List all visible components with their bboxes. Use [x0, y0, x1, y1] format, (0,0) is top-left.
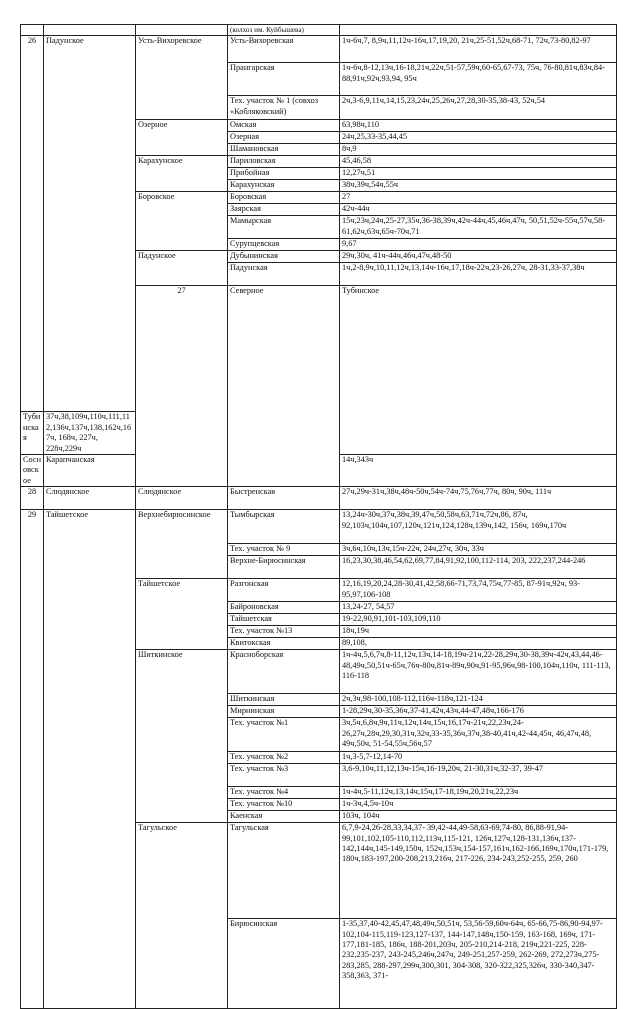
row-number: 29 — [21, 510, 44, 1009]
forestry-name: Бирюсинская — [228, 919, 340, 1009]
quarter-list: 27ч,29ч-31ч,38ч,48ч-50ч,54ч-74ч,75,76ч,77ч, 80ч, 90ч, 111ч — [340, 487, 617, 510]
forestry-name: Мирнинская — [228, 706, 340, 718]
forestry-table — [20, 24, 617, 1009]
forestry-name: Сурупцевская — [228, 239, 340, 251]
forestry-name: Усть-Вихоревская — [228, 36, 340, 63]
quarter-list: 13,24-27, 54,57 — [340, 602, 617, 614]
quarter-list: 1ч-6ч,8-12,13ч,16-18,21ч,22ч,51-57,59ч,60-65,67-73, 75ч, 76-80,81ч,83ч,84-88,91ч,92ч,93,94, 95ч — [340, 63, 617, 96]
settlement-name: Боровское — [136, 192, 228, 251]
forestry-name: Байроновская — [228, 602, 340, 614]
settlement-name: Падунское — [136, 251, 228, 286]
settlement-name: Усть-Вихоревское — [136, 36, 228, 120]
district-name: Слюдянское — [44, 487, 136, 510]
quarter-list: 14ч,343ч — [340, 454, 617, 486]
forestry-name: Тех. участок №1 — [228, 718, 340, 752]
forestry-name: Карапчанская — [44, 454, 136, 486]
forestry-name: Красноборская — [228, 650, 340, 694]
quarter-list: 2ч,3ч,98-100,108-112,116ч-118ч,121-124 — [340, 694, 617, 706]
quarter-list: 1ч-6ч,7, 8,9ч,11,12ч-16ч,17,19,20, 21ч,25-51,52ч,68-71, 72ч,73-80,82-97 — [340, 36, 617, 63]
forestry-name: Верхне-Бирюсинская — [228, 556, 340, 579]
quarter-list: 42ч-44ч — [340, 204, 617, 216]
forestry-name: Тех. участок №13 — [228, 626, 340, 638]
forestry-name: Тех. участок № 1 (совхоз «Кобляковский) — [228, 96, 340, 120]
forestry-name: Мамырская — [228, 216, 340, 239]
forestry-name: Тымбырская — [228, 510, 340, 544]
settlement-name: Тубинское — [340, 286, 617, 455]
settlement-name: Тайшетское — [136, 579, 228, 650]
quarter-list: 3,6-9,10ч,11,12,13ч-15ч,16-19,20ч, 21-30,31ч,32-37, 39-47 — [340, 764, 617, 787]
quarter-list: 19-22,90,91,101-103,109,110 — [340, 614, 617, 626]
quarter-list: 103ч, 104ч — [340, 811, 617, 823]
cell-empty — [44, 25, 136, 36]
settlement-name: Озерное — [136, 120, 228, 156]
forestry-name: Тех. участок №10 — [228, 799, 340, 811]
forestry-name: Тех. участок №2 — [228, 752, 340, 764]
forestry-name: Тех. участок №4 — [228, 787, 340, 799]
row-number: 28 — [21, 487, 44, 510]
forestry-name: Боровская — [228, 192, 340, 204]
quarter-list: 24ч,25,33-35,44,45 — [340, 132, 617, 144]
forestry-name: Тех. участок №3 — [228, 764, 340, 787]
forestry-name: Дубынинская — [228, 251, 340, 263]
quarter-list: 63,98ч,110 — [340, 120, 617, 132]
cell-empty — [136, 25, 228, 36]
district-name: Падунское — [44, 36, 136, 412]
quarter-list: 37ч,38,109ч,110ч,111,112,136ч,137ч,138,162ч,167ч, 168ч, 227ч, 228ч,229ч — [44, 412, 136, 455]
quarter-list: 1-35,37,40-42,45,47,48,49ч,50,51ч, 53,56-59,60ч-64ч, 65-66,75-86,90-94,97-102,104-115,119-123,127-137, 144-147,148ч,150-159, 163-168, 169ч, 171-177,181-185, 186ч, 188-201,203ч, 205-210,214-218, 219ч,221-225, 228-232,235-237, 243-245,246ч,247ч, 249-251,257-259, 262-269, 272,273ч,275-283,285, 288-297,299ч,300,301, 304-308, 320-322,325,326ч, 330-340,347-358,363, 371- — [340, 919, 617, 1009]
settlement-name: Верхнебирюсинское — [136, 510, 228, 579]
quarter-list: 1-28,29ч,30-35,36ч,37-41,42ч,43ч,44-47,48ч,166-176 — [340, 706, 617, 718]
forestry-name: Тайшетская — [228, 614, 340, 626]
settlement-name: Слюдянское — [136, 487, 228, 510]
district-name: Тайшетское — [44, 510, 136, 1009]
forestry-name: Заярская — [228, 204, 340, 216]
quarter-list: 3ч,6ч,10ч,13ч,15ч-22ч, 24ч,27ч, 30ч, 33ч — [340, 544, 617, 556]
quarter-list: 2ч,3-6,9,11ч,14,15,23,24ч,25,26ч,27,28,30-35,38-43, 52ч,54 — [340, 96, 617, 120]
quarter-list: 89,108, — [340, 638, 617, 650]
settlement-name: Шиткинское — [136, 650, 228, 823]
row-number: 26 — [21, 36, 44, 412]
forestry-name: Шиткинская — [228, 694, 340, 706]
quarter-list: 38ч,39ч,54ч,55ч — [340, 180, 617, 192]
quarter-list: 6,7,9-24,26-28,33,34,37- 39,42-44,49-58,63-69,74-80, 86,88-91,94-99,101,102,105-110,112,113ч,115-121, 126ч,127ч,128-131,136ч,137-142,144ч,145-149,150ч, 152ч,153ч,154-157,161ч,162-166,169ч,170ч,171-179, 180ч,183-197,200-208,213,216ч, 217-226, 234-243,252-255, 259, 260 — [340, 823, 617, 919]
quarter-list: 1ч,3-5,7-12,14-70 — [340, 752, 617, 764]
forestry-name: Тагульская — [228, 823, 340, 919]
row-number: 27 — [136, 286, 228, 487]
forestry-name: Квитокская — [228, 638, 340, 650]
quarter-list: 18ч,19ч — [340, 626, 617, 638]
forestry-name: Падунская — [228, 263, 340, 286]
cell-empty — [340, 25, 617, 36]
quarter-list: 1ч-4ч,5,6,7ч,8-11,12ч,13ч,14-18,19ч-21ч,22-28,29ч,30-38,39ч-42ч,43,44,46-48,49ч,50,51ч-65ч,76ч-80ч,81ч-89ч,90ч,91-95,96ч,98-100,104ч,110ч, 111-113, 116-118 — [340, 650, 617, 694]
forestry-name: Омская — [228, 120, 340, 132]
quarter-list: 1ч-4ч,5-11,12ч,13,14ч,15ч,17-18,19ч,20,21ч,22,23ч — [340, 787, 617, 799]
forestry-name: Тубинская — [21, 412, 44, 455]
quarter-list: 1ч-3ч,4,5ч-10ч — [340, 799, 617, 811]
settlement-name: Тагульское — [136, 823, 228, 1009]
quarter-list: 29ч,30ч, 41ч-44ч,46ч,47ч,48-50 — [340, 251, 617, 263]
quarter-list: 13,24ч-30ч,37ч,38ч,39,47ч,50,58ч,63,71ч,72ч,86, 87ч, 92,103ч,104ч,107,120ч,121ч,124,128ч,139ч,142, 156ч, 169ч,170ч — [340, 510, 617, 544]
quarter-list: 8ч,9 — [340, 144, 617, 156]
cell-kolhoz-note: (колхоз им. Куйбышева) — [228, 25, 340, 36]
forestry-name: Прангарская — [228, 63, 340, 96]
forestry-name: Прибойная — [228, 168, 340, 180]
forestry-name: Париловская — [228, 156, 340, 168]
settlement-name: Карахунское — [136, 156, 228, 192]
settlement-name: Сосновское — [21, 454, 44, 486]
quarter-list: 27 — [340, 192, 617, 204]
quarter-list: 12,27ч,51 — [340, 168, 617, 180]
forestry-name: Тех. участок № 9 — [228, 544, 340, 556]
forestry-name: Карахунская — [228, 180, 340, 192]
quarter-list: 1ч,2-8,9ч,10,11,12ч,13,14ч-16ч,17,18ч-22ч,23-26,27ч, 28-31,33-37,38ч — [340, 263, 617, 286]
district-name: Северное — [228, 286, 340, 487]
quarter-list: 9,67 — [340, 239, 617, 251]
forestry-name: Разгонская — [228, 579, 340, 602]
quarter-list: 45,46,58 — [340, 156, 617, 168]
quarter-list: 3ч,5ч,6,8ч,9ч,11ч,12ч,14ч,15ч,16,17ч-21ч,22,23ч,24-26,27ч,28ч,29,30,31ч,32ч,33-35,36ч,37ч,38-40,41ч,42-44,45ч, 46,47ч,48, 49ч,50ч, 51-54,55ч,56ч,57 — [340, 718, 617, 752]
quarter-list: 12,16,19,20,24,28-30,41,42,58,66-71,73,74,75ч,77-85, 87-91ч,92ч, 93-95,97,106-108 — [340, 579, 617, 602]
forestry-name: Каенская — [228, 811, 340, 823]
quarter-list: 15ч,23ч,24ч,25-27,35ч,36-38,39ч,42ч-44ч,45,46ч,47ч, 50,51,52ч-55ч,57ч,58-61,62ч,63ч,65ч-70ч,71 — [340, 216, 617, 239]
forestry-name: Озерная — [228, 132, 340, 144]
cell-empty — [21, 25, 44, 36]
forestry-name: Быстренская — [228, 487, 340, 510]
forestry-name: Шамановская — [228, 144, 340, 156]
quarter-list: 16,23,30,38,46,54,62,69,77,84,91,92,100,112-114, 203, 222,237,244-246 — [340, 556, 617, 579]
